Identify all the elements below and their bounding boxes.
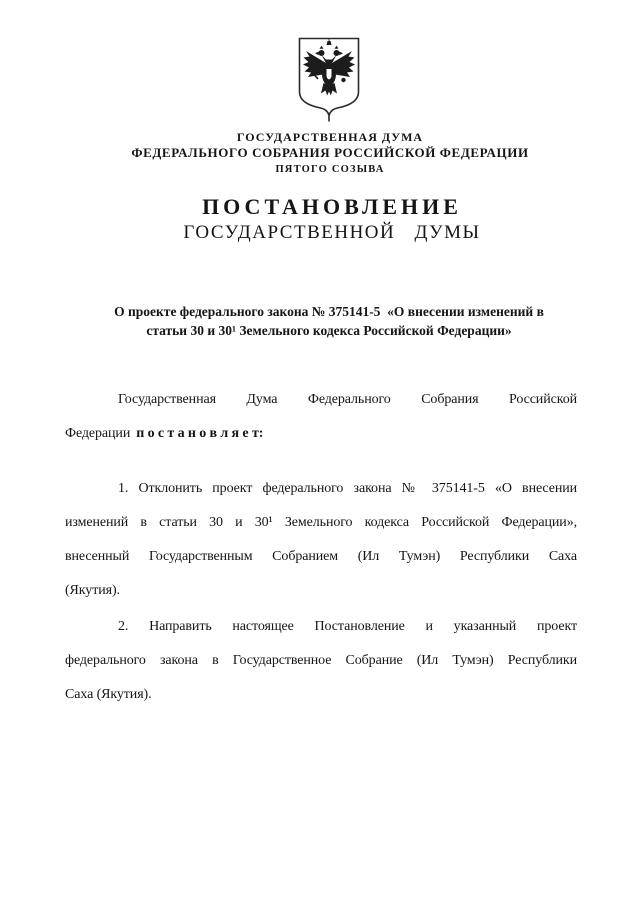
document-subtitle: ГОСУДАРСТВЕННОЙ ДУМЫ [183, 222, 481, 243]
preamble-line-1: Государственная Дума Федерального Собрания Российской [118, 392, 577, 407]
preamble-paragraph [65, 383, 577, 451]
subject-line-2: статьи 30 и 30¹ Земельного кодекса Российской Федерации» [146, 323, 512, 338]
item2-line-3: Саха (Якутия). [65, 687, 152, 702]
document-header [10, 130, 640, 177]
preamble-line-2-text: Федерации [65, 426, 131, 441]
item2-line-1: 2. Направить настоящее Постановление и указанный проект [118, 619, 577, 634]
resolution-item-1 [65, 472, 577, 608]
subject-heading [9, 302, 640, 340]
document-title: ПОСТАНОВЛЕНИЕ [202, 194, 462, 219]
item2-line-2: федерального закона в Государственное Собрание (Ил Тумэн) Республики [65, 653, 577, 668]
item1-line-4: (Якутия). [65, 583, 120, 598]
item1-line-1: 1. Отклонить проект федерального закона № 375141-5 «О внесении [118, 481, 577, 496]
russia-coat-of-arms-icon [297, 36, 361, 122]
preamble-line-2 [65, 417, 577, 451]
header-institution: ГОСУДАРСТВЕННАЯ ДУМА [236, 130, 424, 144]
resolves-emphasis: п о с т а н о в л я е т: [136, 426, 264, 441]
item1-line-3: внесенный Государственным Собранием (Ил Тумэн) Республики Саха [65, 549, 577, 564]
header-convocation: ПЯТОГО СОЗЫВА [275, 164, 385, 175]
item1-line-2: изменений в статьи 30 и 30¹ Земельного кодекса Российской Федерации», [65, 515, 577, 530]
header-assembly: ФЕДЕРАЛЬНОГО СОБРАНИЯ РОССИЙСКОЙ ФЕДЕРАЦИИ [131, 145, 529, 160]
subject-line-1: О проекте федерального закона № 375141-5 «О внесении изменений в [114, 304, 544, 319]
resolution-item-2 [65, 610, 577, 712]
